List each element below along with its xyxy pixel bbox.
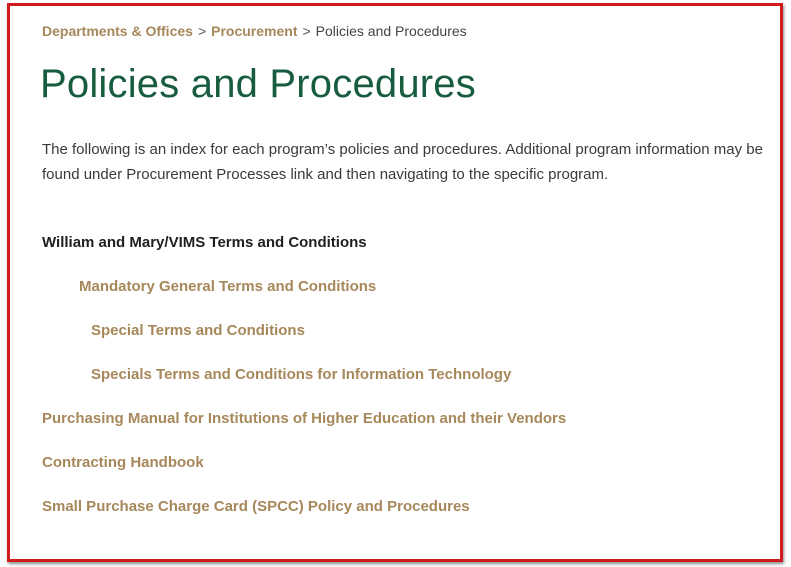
mandatory-general-terms-link[interactable]: Mandatory General Terms and Conditions [79, 278, 377, 295]
list-item [42, 362, 770, 406]
content-frame [7, 3, 783, 562]
intro-paragraph: The following is an index for each program’s policies and procedures. Additional program information may be found under Procurement Processes link and then navigating to the specific program. [42, 141, 763, 183]
contracting-handbook-link[interactable]: Contracting Handbook [42, 454, 204, 471]
list-item [42, 494, 770, 538]
policy-list [42, 230, 770, 538]
breadcrumb [42, 23, 467, 39]
purchasing-manual-link[interactable]: Purchasing Manual for Institutions of Higher Education and their Vendors [42, 410, 567, 427]
spcc-policy-link[interactable]: Small Purchase Charge Card (SPCC) Policy and Procedures [42, 498, 470, 515]
list-item [42, 318, 770, 362]
special-terms-link[interactable]: Special Terms and Conditions [91, 322, 305, 339]
it-terms-link[interactable]: Specials Terms and Conditions for Information Technology [91, 366, 512, 383]
breadcrumb-current: Policies and Procedures [315, 23, 467, 39]
list-item [42, 230, 770, 274]
list-item [42, 274, 770, 318]
breadcrumb-link-departments-offices[interactable]: Departments & Offices [42, 23, 193, 39]
terms-section-heading: William and Mary/VIMS Terms and Conditions [42, 234, 367, 251]
list-item [42, 450, 770, 494]
breadcrumb-separator: > [197, 23, 207, 39]
list-item [42, 406, 770, 450]
page-title: Policies and Procedures [40, 62, 476, 106]
breadcrumb-link-procurement[interactable]: Procurement [211, 23, 298, 39]
breadcrumb-separator: > [302, 23, 311, 39]
